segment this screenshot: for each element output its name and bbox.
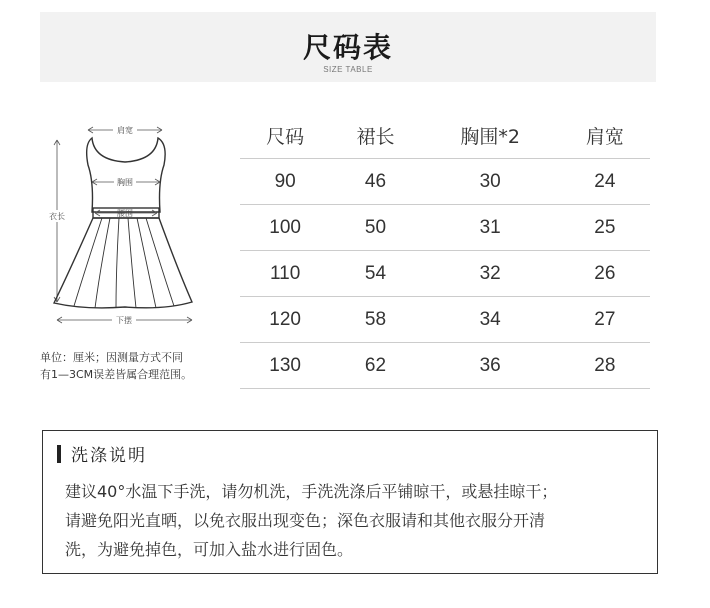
heading-accent-bar — [57, 445, 61, 463]
note-line: 有1—3CM误差皆属合理范围。 — [40, 368, 193, 381]
cell-size: 100 — [240, 205, 330, 251]
shoulder-label: 肩宽 — [117, 126, 133, 135]
cell-shoulder: 26 — [560, 251, 650, 297]
cell-chest: 36 — [421, 343, 560, 389]
header-skirt-length: 裙长 — [330, 112, 420, 159]
table-row — [240, 251, 650, 297]
note-line: 单位：厘米；因测量方式不同 — [40, 351, 183, 364]
header-shoulder: 肩宽 — [560, 112, 650, 159]
cell-size: 130 — [240, 343, 330, 389]
washing-text — [65, 477, 645, 564]
washing-line: 建议40°水温下手洗，请勿机洗，手洗洗涤后平铺晾干，或悬挂晾干； — [65, 482, 558, 501]
length-measure — [46, 140, 68, 302]
washing-title: 洗涤说明 — [71, 446, 147, 466]
header-chest: 胸围*2 — [421, 112, 560, 159]
length-label: 衣长 — [49, 212, 65, 221]
cell-skirt-length: 54 — [330, 251, 420, 297]
cell-chest: 34 — [421, 297, 560, 343]
chest-measure — [92, 176, 160, 188]
hem-measure — [57, 314, 192, 326]
cell-shoulder: 27 — [560, 297, 650, 343]
skirt-pleats — [74, 218, 174, 308]
page-title: 尺码表 — [302, 31, 393, 64]
waist-label: 腰围 — [117, 209, 133, 218]
cell-size: 110 — [240, 251, 330, 297]
table-row — [240, 159, 650, 205]
shoulder-measure — [88, 124, 162, 136]
header-banner — [40, 12, 656, 82]
waist-measure — [95, 209, 157, 218]
header-size: 尺码 — [240, 112, 330, 159]
table-row — [240, 205, 650, 251]
cell-shoulder: 24 — [560, 159, 650, 205]
cell-skirt-length: 58 — [330, 297, 420, 343]
washing-heading — [57, 441, 147, 466]
table-row — [240, 297, 650, 343]
cell-chest: 31 — [421, 205, 560, 251]
cell-size: 90 — [240, 159, 330, 205]
cell-size: 120 — [240, 297, 330, 343]
cell-shoulder: 25 — [560, 205, 650, 251]
page-subtitle: SIZE TABLE — [323, 65, 373, 74]
table-header-row — [240, 112, 650, 159]
cell-skirt-length: 62 — [330, 343, 420, 389]
measurement-note — [40, 349, 230, 383]
dress-diagram — [40, 120, 220, 330]
cell-chest: 30 — [421, 159, 560, 205]
chest-label: 胸围 — [117, 178, 133, 187]
size-table — [240, 112, 650, 389]
washing-line: 洗，为避免掉色，可加入盐水进行固色。 — [65, 540, 354, 559]
cell-skirt-length: 50 — [330, 205, 420, 251]
cell-chest: 32 — [421, 251, 560, 297]
washing-instructions-box — [42, 430, 658, 574]
dress-skirt — [54, 218, 192, 308]
washing-line: 请避免阳光直晒，以免衣服出现变色；深色衣服请和其他衣服分开清 — [65, 511, 546, 530]
cell-shoulder: 28 — [560, 343, 650, 389]
table-row — [240, 343, 650, 389]
dress-bodice — [87, 138, 165, 212]
cell-skirt-length: 46 — [330, 159, 420, 205]
hem-label: 下摆 — [116, 316, 132, 325]
